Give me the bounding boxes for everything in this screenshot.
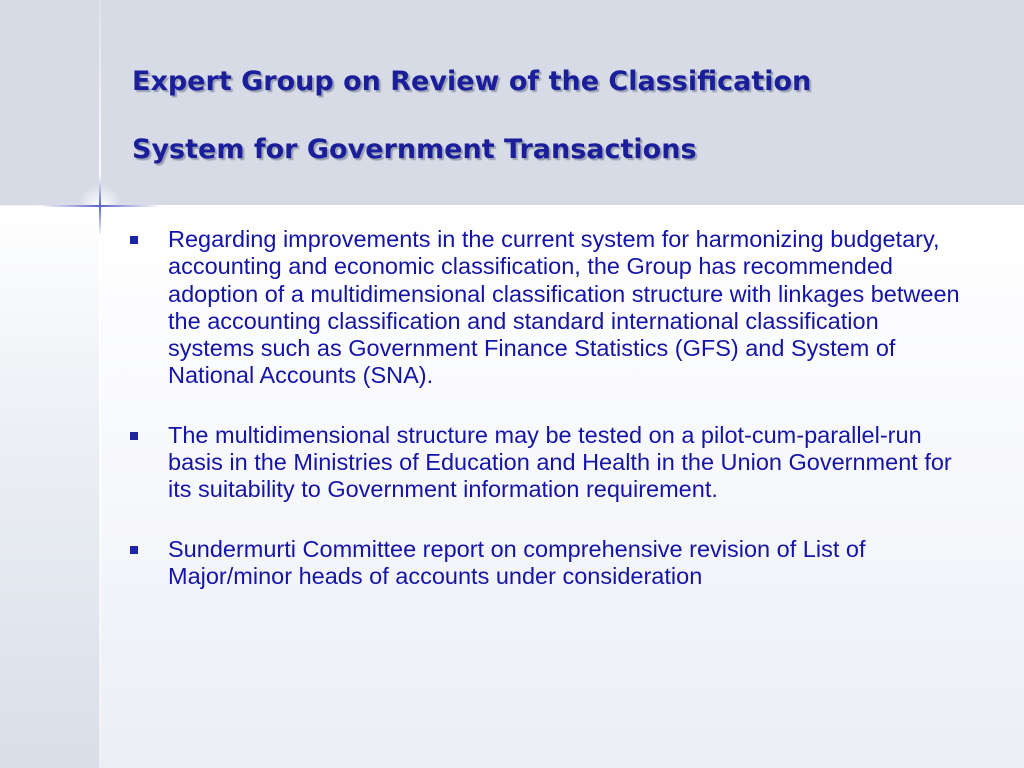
square-bullet-icon xyxy=(130,432,138,440)
bullet-list xyxy=(130,226,960,590)
slide-title xyxy=(132,48,992,184)
bullet-item-pilot xyxy=(130,422,960,504)
square-bullet-icon xyxy=(130,546,138,554)
bullet-text: The multidimensional structure may be tested on a pilot-cum-parallel-run basis in the Ministries of Education and Health in the Union Government for its suitability to Government information requirement. xyxy=(168,421,952,503)
bullet-item-improvements xyxy=(130,226,960,390)
square-bullet-icon xyxy=(130,236,138,244)
bullet-text: Regarding improvements in the current system for harmonizing budgetary, accounting and economic classification, the Group has recommended adoption of a multidimensional classification structure with linkages between the accounting classification and standard international classification systems such as Government Finance Statistics (GFS) and System of National Accounts (SNA). xyxy=(168,226,960,389)
bullet-text: Sundermurti Committee report on comprehensive revision of List of Major/minor heads of accounts under consideration xyxy=(168,535,866,589)
slide-title-line-2: System for Government Transactions xyxy=(132,134,697,165)
bullet-item-committee xyxy=(130,536,960,591)
left-band xyxy=(0,206,100,768)
slide-title-line-1: Expert Group on Review of the Classification xyxy=(132,66,812,97)
